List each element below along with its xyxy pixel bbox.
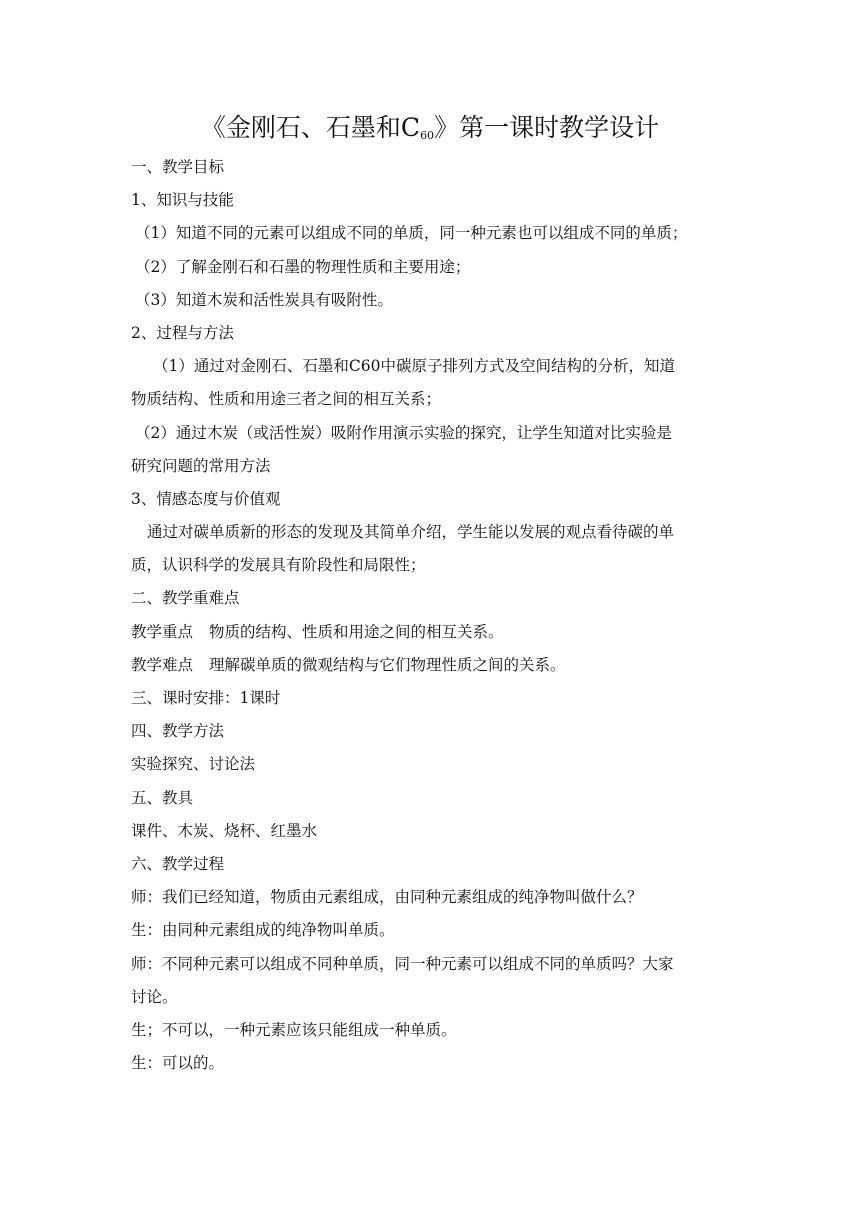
difficulty-label: 教学难点: [131, 655, 194, 674]
dialogue-line: 生：可以的。: [131, 1054, 225, 1073]
paragraph: 通过对碳单质新的形态的发现及其简单介绍，学生能以发展的观点看待碳的单: [147, 523, 675, 542]
paragraph: 质，认识科学的发展具有阶段性和局限性；: [131, 556, 426, 575]
paragraph: （2）通过木炭（或活性炭）吸附作用演示实验的探究，让学生知道对比实验是: [135, 423, 672, 442]
paragraph: 研究问题的常用方法: [131, 456, 271, 475]
dialogue-line: 讨论。: [131, 987, 178, 1006]
difficulty-text: 理解碳单质的微观结构与它们物理性质之间的关系。: [209, 655, 566, 674]
document-body: [131, 151, 731, 1080]
subsection-heading: 2、过程与方法: [131, 323, 234, 342]
document-title: [0, 110, 860, 154]
section-heading: 四、教学方法: [131, 722, 225, 741]
subsection-heading: 1、知识与技能: [131, 191, 234, 210]
difficulty-row: [131, 649, 731, 682]
paragraph: （3）知道木炭和活性炭具有吸附性。: [135, 290, 393, 309]
section-heading: 二、教学重难点: [131, 589, 240, 608]
dialogue-line: 师：我们已经知道，物质由元素组成，由同种元素组成的纯净物叫做什么？: [131, 888, 643, 907]
section-heading: 六、教学过程: [131, 854, 225, 873]
dialogue-line: 师：不同种元素可以组成不同种单质，同一种元素可以组成不同的单质吗？大家: [131, 954, 674, 973]
dialogue-line: 生：由同种元素组成的纯净物叫单质。: [131, 921, 395, 940]
paragraph: （1）知道不同的元素可以组成不同的单质，同一种元素也可以组成不同的单质；: [135, 224, 688, 243]
paragraph: 物质结构、性质和用途三者之间的相互关系；: [131, 390, 442, 409]
paragraph: 课件、木炭、烧杯、红墨水: [131, 821, 318, 840]
title-subscript: 60: [420, 129, 435, 142]
paragraph: （1）通过对金刚石、石墨和C60中碳原子排列方式及空间结构的分析，知道: [153, 357, 675, 376]
section-heading: 三、课时安排：1课时: [131, 689, 281, 707]
key-point-text: 物质的结构、性质和用途之间的相互关系。: [209, 622, 504, 641]
section-heading: 一、教学目标: [131, 158, 225, 176]
section-heading: 五、教具: [131, 788, 194, 807]
title-suffix: 》第一课时教学设计: [434, 113, 660, 142]
paragraph: （2）了解金刚石和石墨的物理性质和主要用途；: [135, 257, 471, 276]
title-prefix: 《金刚石、石墨和C: [200, 113, 421, 142]
paragraph: 实验探究、讨论法: [131, 755, 256, 774]
key-point-row: [131, 616, 731, 649]
subsection-heading: 3、情感态度与价值观: [131, 489, 281, 508]
dialogue-line: 生；不可以，一种元素应该只能组成一种单质。: [131, 1020, 457, 1039]
key-point-label: 教学重点: [131, 622, 194, 641]
